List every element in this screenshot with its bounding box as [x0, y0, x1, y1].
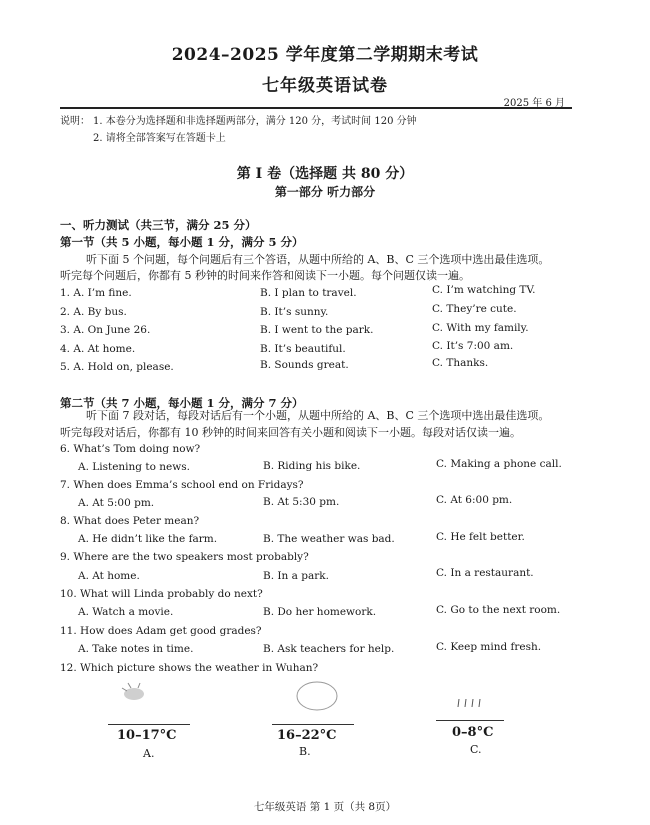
header-rule — [60, 107, 572, 109]
note-1: 1. 本卷分为选择题和非选择题两部分，满分 120 分，考试时间 120 分钟 — [93, 116, 417, 127]
q6-option-a: A. Listening to news. — [78, 461, 190, 473]
q11-option-b: B. Ask teachers for help. — [263, 643, 395, 655]
q10-option-b: B. Do her homework. — [263, 606, 377, 618]
q11-option-a: A. Take notes in time. — [78, 643, 194, 655]
picture-a-baseline — [108, 724, 190, 725]
q6-option-c: C. Making a phone call. — [436, 458, 562, 470]
picture-c-baseline — [436, 720, 504, 721]
section1-intro-1: 听下面 5 个问题，每个问题后有三个答语，从题中所给的 A、B、C 三个选项中选出最佳选项。 — [86, 253, 550, 266]
q8-option-b: B. The weather was bad. — [263, 533, 395, 545]
q3-option-b: B. I went to the park. — [260, 324, 374, 336]
section2-intro-1: 听下面 7 段对话，每段对话后有一个小题，从题中所给的 A、B、C 三个选项中选出最佳选项。 — [86, 409, 550, 422]
q7-option-a: A. At 5:00 pm. — [78, 497, 155, 509]
q6-question: 6. What’s Tom doing now? — [60, 443, 201, 455]
q1-option-c: C. I’m watching TV. — [432, 284, 536, 296]
q7-question: 7. When does Emma’s school end on Fridays? — [60, 479, 304, 491]
q3-option-c: C. With my family. — [432, 322, 529, 334]
picture-b-baseline — [272, 724, 354, 725]
q8-option-a: A. He didn’t like the farm. — [78, 533, 218, 545]
page-footer: 七年级英语 第 1 页（共 8页） — [253, 801, 397, 813]
q10-option-a: A. Watch a movie. — [78, 606, 174, 618]
picture-a-label: A. — [143, 747, 155, 760]
q8-option-c: C. He felt better. — [436, 531, 525, 543]
rain-icon — [455, 697, 489, 711]
exam-subtitle: 七年级英语试卷 — [262, 76, 388, 96]
section1-intro-2: 听完每个问题后，你都有 5 秒钟的时间来作答和阅读下一小题。每个问题仅读一遍。 — [60, 269, 470, 282]
part-title: 第一部分 听力部分 — [274, 185, 376, 199]
q1-option-b: B. I plan to travel. — [260, 287, 357, 299]
sun-icon — [118, 680, 158, 708]
q4-option-b: B. It’s beautiful. — [260, 343, 346, 355]
q8-question: 8. What does Peter mean? — [60, 515, 200, 527]
q2-option-c: C. They’re cute. — [432, 303, 517, 315]
q6-option-b: B. Riding his bike. — [263, 460, 361, 472]
q2-option-a: 2. A. By bus. — [60, 306, 127, 318]
picture-a-temp: 10–17°C — [117, 728, 177, 743]
q9-option-a: A. At home. — [78, 570, 140, 582]
exam-title: 2024–2025 学年度第二学期期末考试 — [171, 45, 479, 65]
q11-question: 11. How does Adam get good grades? — [60, 625, 262, 637]
q3-option-a: 3. A. On June 26. — [60, 324, 151, 336]
notes-label: 说明： — [60, 116, 90, 127]
q9-option-b: B. In a park. — [263, 570, 329, 582]
q2-option-b: B. It’s sunny. — [260, 306, 329, 318]
q5-option-a: 5. A. Hold on, please. — [60, 361, 174, 373]
picture-c-temp: 0–8°C — [452, 725, 494, 740]
picture-c-label: C. — [470, 743, 482, 756]
section2-title: 第二节（共 7 小题，每小题 1 分，满分 7 分） — [60, 396, 304, 410]
note-2: 2. 请将全部答案写在答题卡上 — [93, 133, 226, 144]
cloud-icon — [292, 678, 342, 714]
q7-option-b: B. At 5:30 pm. — [263, 496, 340, 508]
q12-question: 12. Which picture shows the weather in Wuhan? — [60, 662, 319, 674]
picture-b-label: B. — [299, 745, 311, 758]
q4-option-c: C. It’s 7:00 am. — [432, 340, 514, 352]
q5-option-b: B. Sounds great. — [260, 359, 349, 371]
q4-option-a: 4. A. At home. — [60, 343, 136, 355]
q11-option-c: C. Keep mind fresh. — [436, 641, 542, 653]
q10-question: 10. What will Linda probably do next? — [60, 588, 263, 600]
exam-date: 2025 年 6 月 — [503, 98, 565, 109]
section1-title: 第一节（共 5 小题，每小题 1 分，满分 5 分） — [60, 235, 304, 249]
q9-question: 9. Where are the two speakers most probably? — [60, 551, 309, 563]
q9-option-c: C. In a restaurant. — [436, 567, 534, 579]
q7-option-c: C. At 6:00 pm. — [436, 494, 513, 506]
volume-title: 第 I 卷（选择题 共 80 分） — [236, 166, 414, 182]
listening-title: 一、听力测试（共三节，满分 25 分） — [60, 218, 257, 232]
q5-option-c: C. Thanks. — [432, 357, 489, 369]
q1-option-a: 1. A. I’m fine. — [60, 287, 132, 299]
q10-option-c: C. Go to the next room. — [436, 604, 561, 616]
section2-intro-2: 听完每段对话后，你都有 10 秒钟的时间来回答有关小题和阅读下一小题。每段对话仅读一遍。 — [60, 426, 521, 439]
picture-b-temp: 16–22°C — [277, 728, 337, 743]
